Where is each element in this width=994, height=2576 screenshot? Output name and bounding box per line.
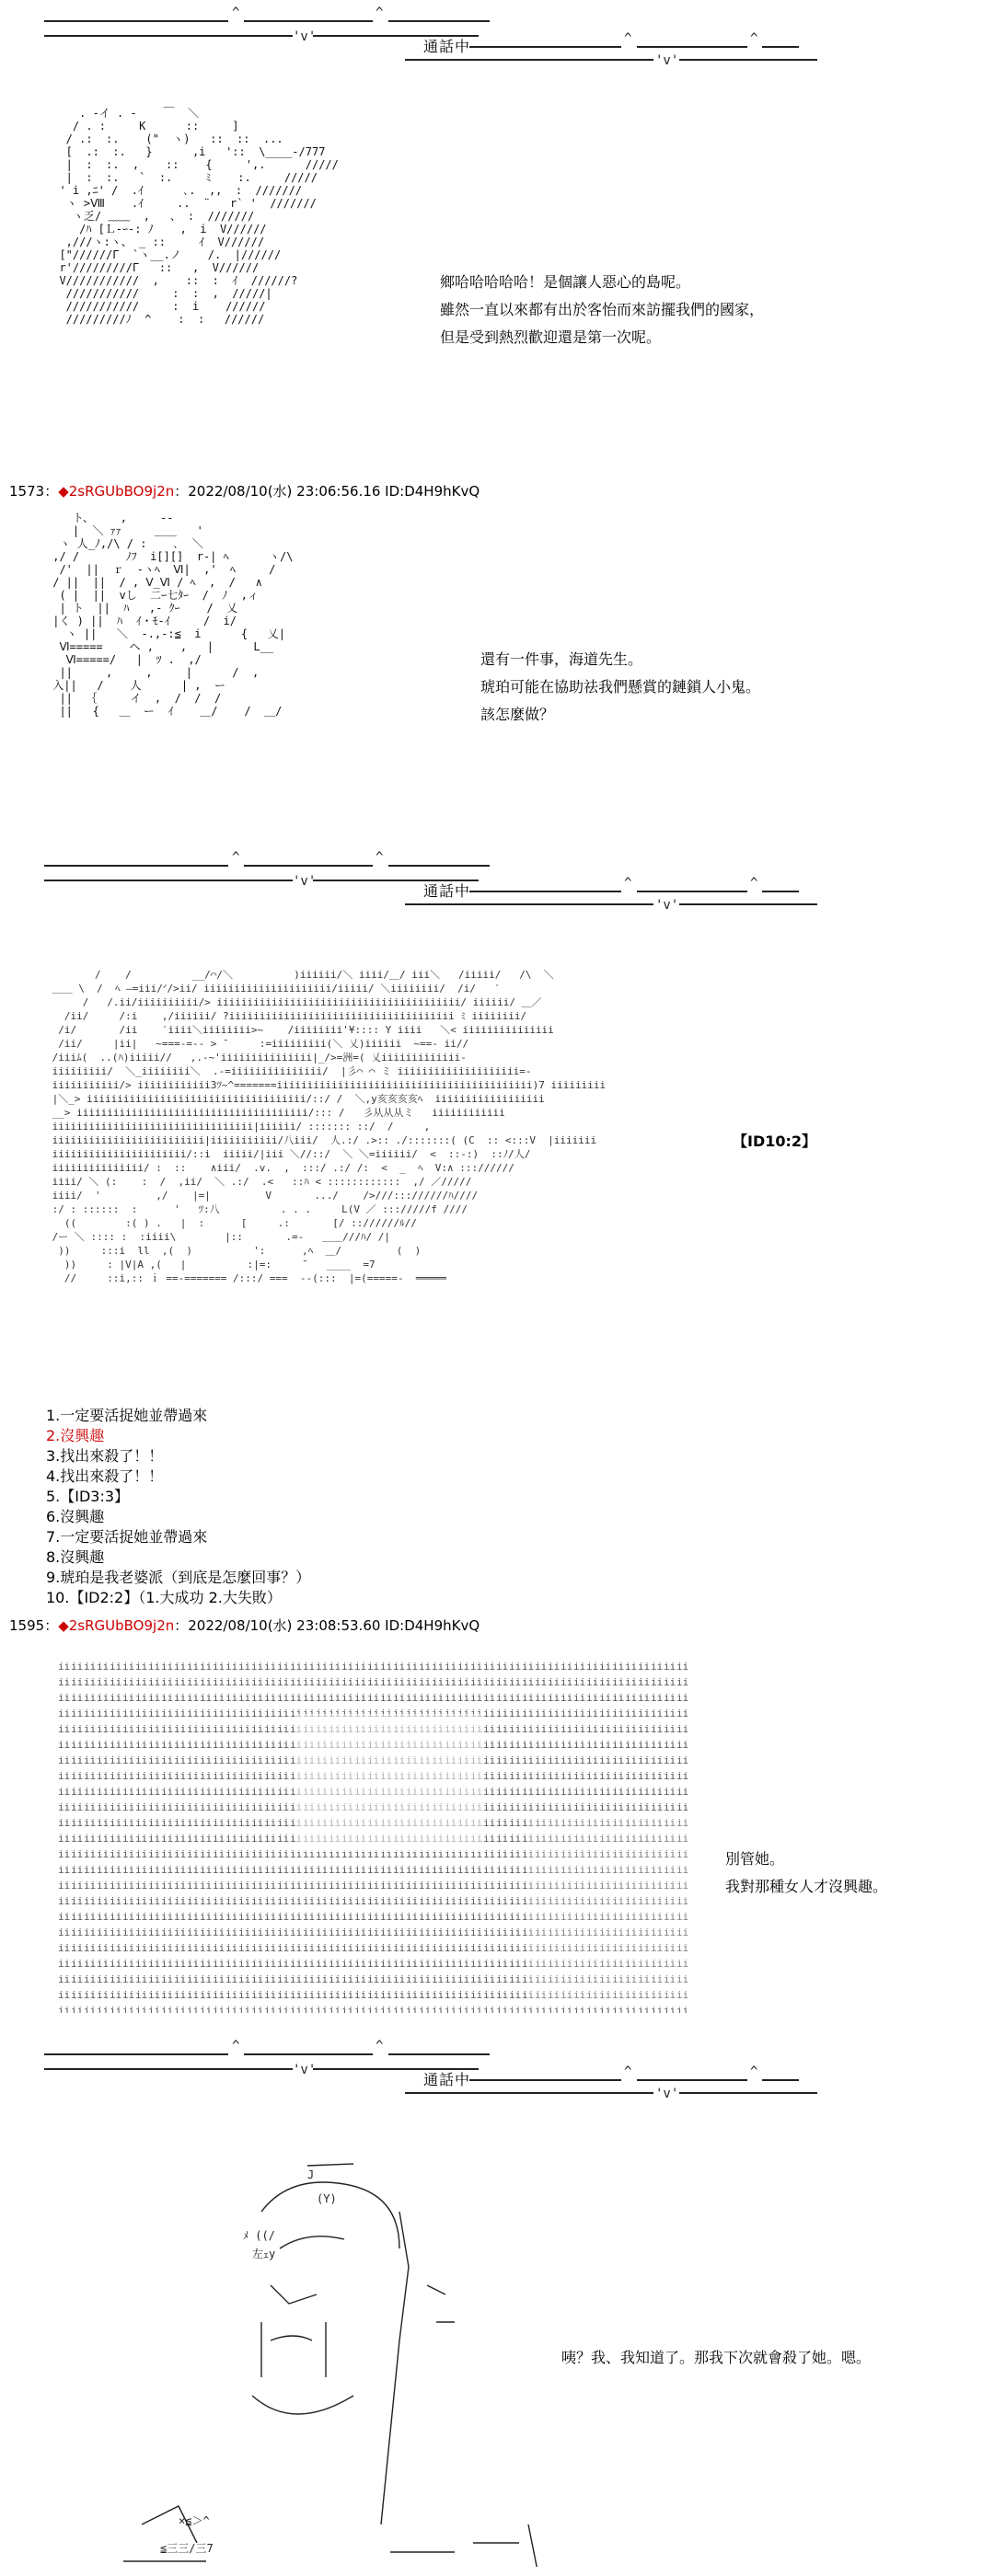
divider-line [244, 20, 373, 22]
dialogue-line: 別管她。 [725, 1850, 785, 1868]
divider-caret: ^ [750, 2064, 758, 2079]
dialogue-scene-4 [561, 2344, 871, 2372]
dialogue-line: 該怎麼做？ [480, 706, 555, 723]
divider-caret: ^ [376, 2039, 384, 2053]
poster-trip[interactable]: ◆2sRGUbBO9j2n [58, 1617, 175, 1634]
dialogue-line: 咦？我、我知道了。那我下次就會殺了她。嗯。 [561, 2349, 872, 2366]
post-header-1595 [9, 1616, 480, 1635]
post-header-1573 [9, 481, 480, 500]
divider-line [44, 2053, 228, 2055]
divider-line [44, 35, 293, 37]
divider-line [388, 20, 490, 22]
svg-text:≦三三/三7: ≦三三/三7 [160, 2542, 214, 2555]
phone-call-label: 通話中 [423, 38, 471, 55]
dialogue-line: 鄉哈哈哈哈哈！是個讓人惡心的島呢。 [440, 273, 691, 291]
dialogue-line: 但是受到熱烈歡迎還是第一次呢。 [440, 328, 662, 346]
choice-item: 1.一定要活捉她並帶過來 [46, 1407, 208, 1424]
post-separator: ： [44, 1617, 59, 1634]
divider-line [44, 20, 228, 22]
divider-caret: ^ [624, 31, 632, 46]
divider-line [762, 2079, 799, 2081]
divider-line [679, 59, 817, 61]
divider-line [244, 865, 373, 867]
divider-line [679, 903, 817, 905]
choice-item: 7.一定要活捉她並帶過來 [46, 1528, 208, 1546]
divider-caret: ^ [750, 31, 758, 46]
dice-id-tag: 【ID10:2】 [733, 1133, 817, 1150]
divider-line [388, 2053, 490, 2055]
choice-item-selected: 2.沒興趣 [46, 1427, 105, 1444]
ascii-art-figure-2: ト、 , -- | ＼ ｧｧ ＿＿ ' ヽ 人_ﾉ,/\ / : ､ ＼ ,/ / ﾉﾌ i[][] r-| ﾍ ヽ/\ /' || ｒ -ヽﾍ Ⅵ| ,' ﾍ / / || || / , Ⅴ_Ⅵ / ﾍ , / ∧ ( | || vし 二ｰ七ﾀｰ / ﾉ ,ィ | ト || ﾊ ,- ｸｰ / 乂 |く ) || ﾊ ｲ・ﾓ-ｲ / i/ ヽ || ＼ ‐.,-:≦ i { 乂| Ⅵ===== ヘ , , | L__ Ⅵ=====/ | ﾂ . ,/ || , , | / , 入|| / 人 | , ー || ｛ イ , / / / || { ＿ ー ｲ ＿/ / ＿/ [52, 512, 294, 718]
svg-text:×≦＞^: ×≦＞^ [179, 2514, 211, 2527]
divider-caret: 'v' [655, 898, 679, 913]
svg-text:左ｪy: 左ｪy [252, 2248, 276, 2260]
dialogue-line: 還有一件事，海道先生。 [480, 650, 643, 668]
ascii-art-scene-3: / / __/⌒/＼ )iiiiii/＼ iiii/＿/ iii＼ /iiiii/ /\ ＼ ＿＿ \ / ﾍ ―=iii/ᐟ/>ii/ iiiiiiiiiiiiiiiiiiiii/iiiii/ ＼iiiiiiii/ /i/ ′ / /.ii/iiiiiiiiii/> iiiiiiiiiiiiiiiiiiiiiiiiiiiiiiiiiiiiiiii/ iiiiii/ ＿／ /ii/ /:i ,/iiiiii/ ?iiiiiiiiiiiiiiiiiiiiiiiiiiiiiiiiiiiii ﾐ iiiiiiii/ /i/ /ii ′iiii＼iiiiiiii>~ /iiiiiiii'¥:::: Y iiii ＼< iiiiiiiiiiiiiii /ii/ |ii| ~===-=-- > ¯ :=iiiiiiiii(＼ 乂)iiiiii ~==- ii// /iiiﾑ( ..(ﾊ)iiiii// ,.-~'iiiiiiiiiiiiiii|_/>=洲=( 乂iiiiiiiiiiiii- iiiiiiiii/ ＼_iiiiiiii＼ .-=iiiiiiiiiiiiiii/ |彡⌒ ⌒ ミ iiiiiiiiiiiiiiiiiiii=- iiiiiiiiiii/> iiiiiiiiiiii3ﾂ~^=======iiiiiiiiiiiiiiiiiiiiiiiiiiiiiiiiiiiiiiiiii)7 iiiiiiiii |＼_> iiiiiiiiiiiiiiiiiiiiiiiiiiiiiiiiiiii/::/ / ＼,y亥亥亥亥ﾍ iiiiiiiiiiiiiiiiii __> iiiiiiiiiiiiiiiiiiiiiiiiiiiiiiiiiiiiii/::: / 彡从从从ミ iiiiiiiiiiii iiiiiiiiiiiiiiiiiiiiiiiiiiiiiiiii|iiiiii/ ::::::: ::/ / , iiiiiiiiiiiiiiiiiiiiiiiii|iiiiiiiiiii/八iii/ 人.:/ .>:: ./:::::::( (C :: <:::V |iiiiiii iiiiiiiiiiiiiiiiiiiiii/::i iiiii/|iii ＼//::/ ＼ ＼=iiiiii/ < ::-:) ::ﾉ/人/ iiiiiiiiiiiiiii/ : :: ∧iii/ .v. , :::/ .:/ /: < _ ﾍ V:∧ :::////// iiii/ ＼ (: : / ,ii/ ＼ .:/ .< ::ﾊ < :::::::::::: ,/ ／///// iiii/ ' ,/ |=| V .../ />///::://////ﾊ//// :/ : :::::: : ' ﾂ:八 . . . L(V ／ ::://///f //// (( :( ) . | : [ .: [/ :://////ﾙ// /ー ＼ :::: : :iiii\ |:: .=- ＿＿///ﾊ/ /| )) :::i ll ,( ) ': ,ﾍ ＿/ ( ) )) : |V|A ,( | :|=: ̄ ____ =7 // ::i,:: ｉ ==-======= /:::/ === --(::: |=(=====- ═════ [52, 969, 607, 1284]
post-separator: ： [44, 483, 59, 500]
divider-caret: ^ [624, 2064, 632, 2079]
post-date: ：2022/08/10(水) 23:06:56.16 ID:D4H9hKvQ [174, 483, 480, 500]
choice-item: 3.找出來殺了！！ [46, 1447, 164, 1465]
divider-line [469, 46, 621, 48]
divider-caret: ^ [232, 2039, 240, 2053]
divider-caret: 'v' [293, 2063, 317, 2077]
dialogue-line: 我對那種女人才沒興趣。 [725, 1878, 888, 1895]
dialogue-scene-2 [480, 646, 760, 729]
divider-caret: ^ [232, 850, 240, 865]
divider-line [405, 2092, 653, 2094]
dialogue-scene-3 [725, 1846, 887, 1901]
divider-line [44, 865, 228, 867]
post-date: ：2022/08/10(水) 23:08:53.60 ID:D4H9hKvQ [174, 1617, 480, 1634]
svg-text:ﾒ ((/: ﾒ ((/ [243, 2229, 276, 2242]
divider-line [762, 891, 799, 892]
ascii-art-figure-5 [110, 2144, 552, 2567]
ascii-art-scene-4 [46, 1645, 690, 2013]
choice-item: 8.沒興趣 [46, 1548, 105, 1566]
phone-call-label: 通話中 [423, 2071, 471, 2088]
dialogue-scene-1 [440, 269, 764, 351]
svg-text:(Y): (Y) [317, 2192, 338, 2205]
choice-item: 4.找出來殺了！！ [46, 1467, 164, 1485]
post-number: 1595 [9, 1617, 45, 1634]
svg-text:J: J [307, 2168, 315, 2181]
divider-caret: ^ [376, 6, 384, 20]
divider-caret: ^ [750, 876, 758, 891]
divider-caret: 'v' [655, 2087, 679, 2101]
choice-item: 10.【ID2:2】（1.大成功 2.大失敗） [46, 1589, 282, 1606]
divider-line [469, 2079, 621, 2081]
texture-art [58, 1659, 690, 2013]
divider-caret: ^ [376, 850, 384, 865]
divider-caret: 'v' [293, 29, 317, 44]
divider-caret: 'v' [293, 874, 317, 889]
divider-line [44, 880, 293, 881]
divider-line [244, 2053, 373, 2055]
divider-line [388, 865, 490, 867]
choice-item: 5.【ID3:3】 [46, 1488, 130, 1505]
divider-line [44, 2068, 293, 2070]
divider-caret: ^ [624, 876, 632, 891]
divider-line [637, 46, 747, 48]
divider-caret: ^ [232, 6, 240, 20]
divider-line [762, 46, 799, 48]
post-number: 1573 [9, 483, 45, 500]
phone-call-label: 通話中 [423, 882, 471, 900]
divider-line [405, 59, 653, 61]
divider-caret: 'v' [655, 53, 679, 68]
choice-list [46, 1406, 310, 1608]
dialogue-line: 雖然一直以來都有出於客怡而來訪擺我們的國家， [440, 301, 765, 318]
divider-line [679, 2092, 817, 2094]
divider-line [469, 891, 621, 892]
figure-sketch [123, 2156, 552, 2567]
ascii-art-figure-1: . -イ . ‐ ￣ ＼ / . : K :: ] / .: :. (" ヽ) :: :: ... [ .: :. } ,i ':: \____-/777 | : :. , :: { ',. ///// | : :. ` :. ﾐ :. ///// ' i ,ﾆ' / .ｲ ､. ,, : /////// ヽ >Ⅷ .ｲ .. ¨ r` ' /////// ヽ乏/ ﹏﹏ , 、 : /////// /ﾊ [Ｌ-ｰ-: ﾉ , i V////// ,///ヽ:ヽ、 _ :: ｲ V////// ["//////Γ `ヽ__.ノ /. |////// r'/////////Γ :: , V////// V/////////// , :: : ｲ //////? /////////// : : , /////| /////////// : i ////// /////////ﾉ ^ : : ////// [59, 107, 339, 326]
divider-line [405, 903, 653, 905]
divider-line [637, 2079, 747, 2081]
divider-line [637, 891, 747, 892]
choice-item: 6.沒興趣 [46, 1508, 105, 1525]
dialogue-line: 琥珀可能在協助祛我們懸賞的鏈鎖人小鬼。 [480, 678, 761, 696]
choice-item: 9.琥珀是我老婆派（到底是怎麼回事？） [46, 1569, 311, 1586]
poster-trip[interactable]: ◆2sRGUbBO9j2n [58, 483, 175, 500]
